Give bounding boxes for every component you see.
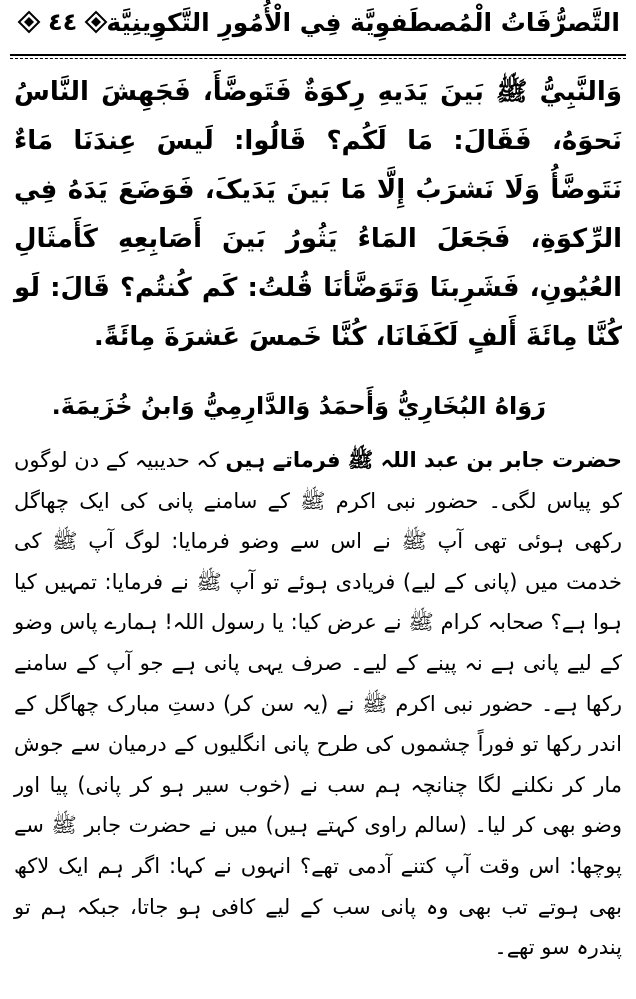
header-rule-solid [10, 54, 626, 56]
urdu-lead-phrase: حضرت جابر بن عبد اللہ ﷺ فرماتے ہیں [225, 448, 622, 472]
urdu-paragraph [14, 440, 622, 968]
page-number-block [16, 8, 109, 36]
ornament-left-icon [16, 9, 42, 35]
ornament-right-icon [83, 9, 109, 35]
arabic-hadith-text: وَالنَّبِيُّ ﷺ بَينَ يَدَيهِ رِكوَةٌ فَتَوضَّأَ، فَجَهِشَ النَّاسُ نَحوَهُ، فَقَالَ: مَا لَكُم؟ قَالُوا: لَيسَ عِندَنَا مَاءٌ نَتَوضَّأُ وَلَا نَشرَبُ إِلَّا مَا بَينَ يَدَيکَ، فَوَضَعَ يَدَهُ فِي الرِّکوَةِ، فَجَعَلَ المَاءُ يَثُورُ بَينَ أَصَابِعِهِ کَأَمثَالِ العُيُونِ، فَشَرِبنَا وَتَوَضَّأنَا قُلتُ: کَم کُنتُم؟ قَالَ: لَو کُنَّا مِائَةَ أَلفٍ لَکَفَانَا، کُنَّا خَمسَ عَشرَةَ مِائَةً. [14, 77, 622, 352]
chapter-title: التَّصرُّفَاتُ الْمُصطَفوِيَّة فِي الْأُمُورِ التَّكوِينِيَّة [106, 8, 620, 37]
arabic-hadith [14, 68, 622, 362]
page-header [10, 4, 626, 52]
urdu-body-text: کہ حدیبیہ کے دن لوگوں کو پیاس لگی۔ حضور نبی اکرم ﷺ کے سامنے پانی کی ایک چھاگل رکھی ہوئی تھی آپ ﷺ نے اس سے وضو فرمایا: لوگ آپ ﷺ کی خدمت میں (پانی کے لیے) فریادی ہوئے تو آپ ﷺ نے فرمایا: تمہیں کیا ہوا ہے؟ صحابہ کرام ﷺ نے عرض کیا: یا رسول اللہ! ہمارے پاس وضو کے لیے پانی ہے نہ پینے کے لیے۔ صرف یہی پانی ہے جو آپ کے سامنے رکھا ہے۔ حضور نبی اکرم ﷺ نے (یہ سن کر) دستِ مبارک چھاگل کے اندر رکھا تو فوراً چشموں کی طرح پانی انگلیوں کے درمیان سے جوش مار کر نکلنے لگا چنانچہ ہم سب نے (خوب سیر ہو کر پانی) پیا اور وضو بھی کر لیا۔ (سالم راوی کہتے ہیں) میں نے حضرت جابر ﷺ سے پوچھا: اس وقت آپ کتنے آدمی تھے؟ انہوں نے کہا: اگر ہم ایک لاکھ بھی ہوتے تب بھی وہ پانی سب کے لیے کافی ہو جاتا، جبکہ ہم تو پندرہ سو تھے۔ [14, 448, 622, 960]
header-rule [10, 54, 626, 60]
urdu-translation [14, 440, 622, 968]
page-number: ٤٤ [48, 8, 78, 36]
header-rule-dashed [10, 58, 626, 59]
hadith-narration: رَوَاهُ البُخَارِيُّ وَأَحمَدُ وَالدَّارِمِيُّ وَابنُ خُزَيمَةَ. [51, 392, 546, 420]
